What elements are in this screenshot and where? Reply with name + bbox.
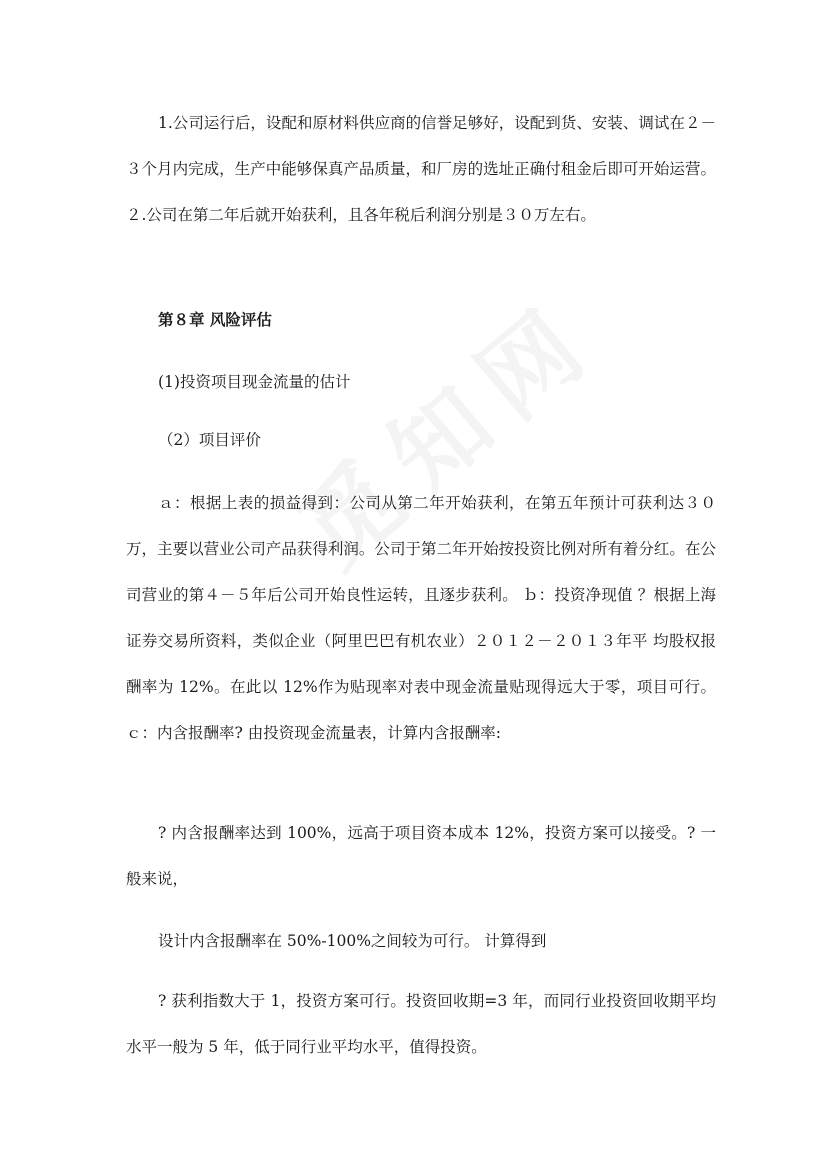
paragraph-irr: ? 内含报酬率达到 100%，远高于项目资本成本 12%，投资方案可以接受。? 一般来说，: [126, 824, 716, 888]
paragraph-assumptions: 1.公司运行后，设配和原材料供应商的信誉足够好，设配到货、安装、调试在２－３个月内完成，生产中能够保真产品质量，和厂房的选址正确付租金后即可开始运营。 ２.公司在第二年后就开始获利，且各年税后利润分别是３０万左右。: [126, 114, 721, 224]
section-evaluation: （2）项目评价: [158, 431, 261, 449]
paragraph-irr-range: 设计内含报酬率在 50%-100%之间较为可行。 计算得到: [158, 932, 547, 950]
paragraph-profitability: ? 获利指数大于 1，投资方案可行。投资回收期=3 年，而同行业投资回收期平均水平一般为 5 年，低于同行业平均水平，值得投资。: [126, 992, 716, 1056]
paragraph-evaluation: ａ：根据上表的损益得到：公司从第二年开始获利，在第五年预计可获利达３０万，主要以营业公司产品获得利润。公司于第二年开始按投资比例对所有着分红。在公司营业的第４－５年后公司开始良性运转，且逐步获利。 ｂ：投资净现值 ？根据上海证券交易所资料，类似企业（阿里巴巴有机农业）２０１２－２０１３年平 均股权报酬率为 12%。在此以 12%作为贴现率对表中现金流量贴现得远大于零，项目可行。 ｃ：内含报酬率? 由投资现金流量表，计算内含报酬率:: [126, 494, 721, 742]
chapter-heading: 第８章 风险评估: [158, 310, 272, 329]
section-cash-flow: (1)投资项目现金流量的估计: [158, 373, 351, 391]
